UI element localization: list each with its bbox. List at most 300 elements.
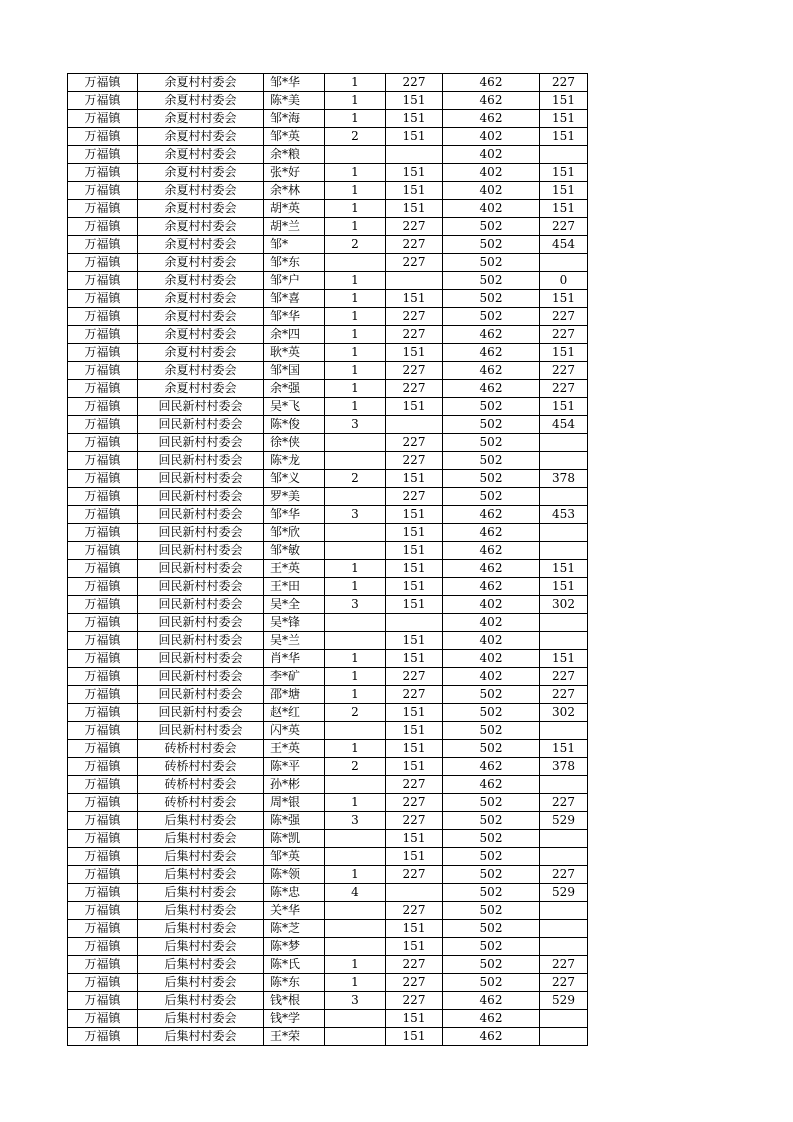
village-committee-cell: 余夏村村委会: [138, 110, 264, 128]
amount-b-cell: 402: [443, 146, 540, 164]
town-cell: 万福镇: [68, 218, 138, 236]
count-cell: 1: [325, 344, 386, 362]
name-cell: 赵*红: [264, 704, 325, 722]
total-cell: 0: [540, 272, 588, 290]
count-cell: [325, 1028, 386, 1046]
total-cell: [540, 830, 588, 848]
amount-a-cell: 151: [386, 920, 443, 938]
count-cell: [325, 614, 386, 632]
count-cell: [325, 722, 386, 740]
total-cell: [540, 938, 588, 956]
village-committee-cell: 余夏村村委会: [138, 362, 264, 380]
town-cell: 万福镇: [68, 992, 138, 1010]
town-cell: 万福镇: [68, 470, 138, 488]
count-cell: 1: [325, 92, 386, 110]
table-row: [68, 1010, 588, 1028]
count-cell: [325, 848, 386, 866]
table-row: [68, 164, 588, 182]
amount-b-cell: 462: [443, 92, 540, 110]
table-row: [68, 560, 588, 578]
total-cell: 151: [540, 578, 588, 596]
name-cell: 吴*全: [264, 596, 325, 614]
table-row: [68, 668, 588, 686]
village-committee-cell: 回民新村村委会: [138, 524, 264, 542]
town-cell: 万福镇: [68, 794, 138, 812]
name-cell: 胡*英: [264, 200, 325, 218]
total-cell: 302: [540, 704, 588, 722]
village-committee-cell: 砖桥村村委会: [138, 794, 264, 812]
total-cell: 302: [540, 596, 588, 614]
name-cell: 余*林: [264, 182, 325, 200]
village-committee-cell: 后集村村委会: [138, 1028, 264, 1046]
name-cell: 吴*兰: [264, 632, 325, 650]
village-committee-cell: 回民新村村委会: [138, 416, 264, 434]
town-cell: 万福镇: [68, 200, 138, 218]
town-cell: 万福镇: [68, 506, 138, 524]
total-cell: 227: [540, 686, 588, 704]
name-cell: 陈*梦: [264, 938, 325, 956]
village-committee-cell: 余夏村村委会: [138, 254, 264, 272]
amount-b-cell: 462: [443, 524, 540, 542]
amount-a-cell: [386, 146, 443, 164]
amount-b-cell: 502: [443, 920, 540, 938]
name-cell: 吴*飞: [264, 398, 325, 416]
table-row: [68, 758, 588, 776]
amount-b-cell: 402: [443, 650, 540, 668]
count-cell: 1: [325, 200, 386, 218]
name-cell: 陈*强: [264, 812, 325, 830]
total-cell: 151: [540, 290, 588, 308]
count-cell: [325, 920, 386, 938]
name-cell: 陈*芝: [264, 920, 325, 938]
name-cell: 吴*锋: [264, 614, 325, 632]
amount-b-cell: 502: [443, 830, 540, 848]
name-cell: 陈*领: [264, 866, 325, 884]
total-cell: 151: [540, 182, 588, 200]
count-cell: 1: [325, 398, 386, 416]
village-committee-cell: 余夏村村委会: [138, 74, 264, 92]
table-row: [68, 254, 588, 272]
total-cell: [540, 902, 588, 920]
village-committee-cell: 后集村村委会: [138, 848, 264, 866]
town-cell: 万福镇: [68, 488, 138, 506]
total-cell: [540, 146, 588, 164]
amount-b-cell: 462: [443, 758, 540, 776]
count-cell: 1: [325, 380, 386, 398]
count-cell: 1: [325, 650, 386, 668]
amount-a-cell: 151: [386, 542, 443, 560]
town-cell: 万福镇: [68, 434, 138, 452]
table-row: [68, 1028, 588, 1046]
amount-b-cell: 502: [443, 290, 540, 308]
town-cell: 万福镇: [68, 452, 138, 470]
name-cell: 余*强: [264, 380, 325, 398]
amount-a-cell: 151: [386, 200, 443, 218]
table-row: [68, 578, 588, 596]
total-cell: [540, 722, 588, 740]
town-cell: 万福镇: [68, 704, 138, 722]
town-cell: 万福镇: [68, 290, 138, 308]
amount-a-cell: 151: [386, 110, 443, 128]
village-committee-cell: 砖桥村村委会: [138, 776, 264, 794]
amount-b-cell: 502: [443, 434, 540, 452]
village-committee-cell: 余夏村村委会: [138, 92, 264, 110]
amount-a-cell: 151: [386, 578, 443, 596]
town-cell: 万福镇: [68, 920, 138, 938]
town-cell: 万福镇: [68, 182, 138, 200]
name-cell: 邹*华: [264, 74, 325, 92]
total-cell: 227: [540, 326, 588, 344]
name-cell: 陈*平: [264, 758, 325, 776]
village-committee-cell: 回民新村村委会: [138, 596, 264, 614]
amount-a-cell: 151: [386, 560, 443, 578]
village-committee-cell: 回民新村村委会: [138, 506, 264, 524]
table-row: [68, 920, 588, 938]
amount-b-cell: 502: [443, 488, 540, 506]
amount-a-cell: 151: [386, 524, 443, 542]
amount-b-cell: 462: [443, 1028, 540, 1046]
total-cell: [540, 848, 588, 866]
amount-a-cell: 227: [386, 218, 443, 236]
count-cell: 1: [325, 956, 386, 974]
town-cell: 万福镇: [68, 776, 138, 794]
table-row: [68, 128, 588, 146]
count-cell: 3: [325, 812, 386, 830]
town-cell: 万福镇: [68, 632, 138, 650]
amount-a-cell: 227: [386, 974, 443, 992]
total-cell: 151: [540, 92, 588, 110]
name-cell: 余*四: [264, 326, 325, 344]
table-row: [68, 650, 588, 668]
table-row: [68, 92, 588, 110]
amount-b-cell: 502: [443, 902, 540, 920]
town-cell: 万福镇: [68, 596, 138, 614]
table-row: [68, 884, 588, 902]
table-row: [68, 632, 588, 650]
village-committee-cell: 余夏村村委会: [138, 200, 264, 218]
name-cell: 邹*喜: [264, 290, 325, 308]
town-cell: 万福镇: [68, 524, 138, 542]
village-committee-cell: 回民新村村委会: [138, 578, 264, 596]
amount-a-cell: 151: [386, 506, 443, 524]
total-cell: [540, 524, 588, 542]
count-cell: [325, 632, 386, 650]
total-cell: 151: [540, 740, 588, 758]
village-committee-cell: 余夏村村委会: [138, 164, 264, 182]
total-cell: [540, 1028, 588, 1046]
count-cell: 2: [325, 704, 386, 722]
name-cell: 王*英: [264, 740, 325, 758]
table-row: [68, 326, 588, 344]
village-committee-cell: 砖桥村村委会: [138, 758, 264, 776]
amount-a-cell: 227: [386, 236, 443, 254]
village-committee-cell: 余夏村村委会: [138, 272, 264, 290]
total-cell: 151: [540, 110, 588, 128]
total-cell: 378: [540, 758, 588, 776]
town-cell: 万福镇: [68, 398, 138, 416]
village-committee-cell: 回民新村村委会: [138, 686, 264, 704]
count-cell: 1: [325, 578, 386, 596]
village-committee-cell: 余夏村村委会: [138, 182, 264, 200]
total-cell: 529: [540, 884, 588, 902]
table-row: [68, 830, 588, 848]
town-cell: 万福镇: [68, 146, 138, 164]
village-committee-cell: 后集村村委会: [138, 830, 264, 848]
total-cell: 454: [540, 236, 588, 254]
table-row: [68, 740, 588, 758]
amount-a-cell: 151: [386, 650, 443, 668]
village-committee-cell: 后集村村委会: [138, 866, 264, 884]
amount-a-cell: 227: [386, 686, 443, 704]
amount-b-cell: 502: [443, 704, 540, 722]
table-row: [68, 236, 588, 254]
amount-b-cell: 502: [443, 740, 540, 758]
amount-b-cell: 462: [443, 326, 540, 344]
table-row: [68, 848, 588, 866]
town-cell: 万福镇: [68, 416, 138, 434]
amount-a-cell: 151: [386, 398, 443, 416]
amount-a-cell: 227: [386, 812, 443, 830]
table-row: [68, 200, 588, 218]
total-cell: 151: [540, 560, 588, 578]
count-cell: 1: [325, 794, 386, 812]
total-cell: 227: [540, 380, 588, 398]
name-cell: 陈*忠: [264, 884, 325, 902]
name-cell: 邵*塘: [264, 686, 325, 704]
village-committee-cell: 后集村村委会: [138, 884, 264, 902]
count-cell: [325, 254, 386, 272]
table-row: [68, 938, 588, 956]
town-cell: 万福镇: [68, 1028, 138, 1046]
name-cell: 王*荣: [264, 1028, 325, 1046]
table-row: [68, 308, 588, 326]
amount-a-cell: 227: [386, 902, 443, 920]
village-committee-cell: 后集村村委会: [138, 902, 264, 920]
amount-b-cell: 502: [443, 470, 540, 488]
total-cell: [540, 1010, 588, 1028]
amount-a-cell: [386, 614, 443, 632]
amount-b-cell: 402: [443, 182, 540, 200]
amount-a-cell: 151: [386, 938, 443, 956]
count-cell: 1: [325, 218, 386, 236]
total-cell: [540, 776, 588, 794]
total-cell: 227: [540, 218, 588, 236]
name-cell: 孙*彬: [264, 776, 325, 794]
count-cell: [325, 776, 386, 794]
amount-b-cell: 502: [443, 866, 540, 884]
village-committee-cell: 后集村村委会: [138, 992, 264, 1010]
village-committee-cell: 砖桥村村委会: [138, 740, 264, 758]
amount-b-cell: 462: [443, 344, 540, 362]
count-cell: 3: [325, 506, 386, 524]
amount-b-cell: 402: [443, 632, 540, 650]
amount-b-cell: 502: [443, 974, 540, 992]
total-cell: 227: [540, 668, 588, 686]
name-cell: 张*好: [264, 164, 325, 182]
town-cell: 万福镇: [68, 902, 138, 920]
town-cell: 万福镇: [68, 650, 138, 668]
table-row: [68, 542, 588, 560]
name-cell: 耿*英: [264, 344, 325, 362]
village-committee-cell: 余夏村村委会: [138, 308, 264, 326]
amount-b-cell: 402: [443, 614, 540, 632]
table-row: [68, 146, 588, 164]
name-cell: 陈*美: [264, 92, 325, 110]
town-cell: 万福镇: [68, 884, 138, 902]
total-cell: 227: [540, 74, 588, 92]
village-committee-cell: 余夏村村委会: [138, 290, 264, 308]
amount-b-cell: 502: [443, 398, 540, 416]
table-row: [68, 776, 588, 794]
name-cell: 邹*敏: [264, 542, 325, 560]
amount-b-cell: 502: [443, 884, 540, 902]
town-cell: 万福镇: [68, 92, 138, 110]
town-cell: 万福镇: [68, 866, 138, 884]
count-cell: 1: [325, 272, 386, 290]
amount-a-cell: [386, 884, 443, 902]
count-cell: 1: [325, 326, 386, 344]
total-cell: 151: [540, 200, 588, 218]
town-cell: 万福镇: [68, 848, 138, 866]
name-cell: 关*华: [264, 902, 325, 920]
amount-a-cell: 227: [386, 776, 443, 794]
town-cell: 万福镇: [68, 974, 138, 992]
town-cell: 万福镇: [68, 668, 138, 686]
table-row: [68, 434, 588, 452]
amount-a-cell: 151: [386, 830, 443, 848]
amount-b-cell: 402: [443, 668, 540, 686]
table-row: [68, 956, 588, 974]
count-cell: 3: [325, 416, 386, 434]
village-committee-cell: 回民新村村委会: [138, 668, 264, 686]
count-cell: [325, 452, 386, 470]
amount-a-cell: 151: [386, 740, 443, 758]
village-committee-cell: 后集村村委会: [138, 920, 264, 938]
amount-a-cell: 151: [386, 704, 443, 722]
name-cell: 邹*华: [264, 308, 325, 326]
town-cell: 万福镇: [68, 740, 138, 758]
amount-b-cell: 502: [443, 812, 540, 830]
town-cell: 万福镇: [68, 560, 138, 578]
table-row: [68, 506, 588, 524]
count-cell: [325, 902, 386, 920]
amount-b-cell: 462: [443, 1010, 540, 1028]
town-cell: 万福镇: [68, 362, 138, 380]
town-cell: 万福镇: [68, 812, 138, 830]
amount-a-cell: 151: [386, 1010, 443, 1028]
amount-a-cell: 227: [386, 452, 443, 470]
name-cell: 陈*龙: [264, 452, 325, 470]
name-cell: 陈*俊: [264, 416, 325, 434]
count-cell: 1: [325, 686, 386, 704]
count-cell: 2: [325, 470, 386, 488]
name-cell: 邹*华: [264, 506, 325, 524]
town-cell: 万福镇: [68, 380, 138, 398]
count-cell: 1: [325, 182, 386, 200]
town-cell: 万福镇: [68, 758, 138, 776]
total-cell: 529: [540, 992, 588, 1010]
name-cell: 肖*华: [264, 650, 325, 668]
amount-a-cell: 227: [386, 956, 443, 974]
total-cell: [540, 434, 588, 452]
amount-b-cell: 502: [443, 938, 540, 956]
village-committee-cell: 回民新村村委会: [138, 632, 264, 650]
name-cell: 陈*凯: [264, 830, 325, 848]
count-cell: 1: [325, 560, 386, 578]
amount-b-cell: 502: [443, 272, 540, 290]
table-row: [68, 416, 588, 434]
amount-a-cell: 151: [386, 596, 443, 614]
amount-b-cell: 462: [443, 506, 540, 524]
village-committee-cell: 回民新村村委会: [138, 470, 264, 488]
town-cell: 万福镇: [68, 956, 138, 974]
village-committee-cell: 回民新村村委会: [138, 398, 264, 416]
count-cell: 1: [325, 74, 386, 92]
name-cell: 罗*美: [264, 488, 325, 506]
table-row: [68, 524, 588, 542]
amount-b-cell: 502: [443, 686, 540, 704]
amount-a-cell: 151: [386, 470, 443, 488]
total-cell: [540, 452, 588, 470]
town-cell: 万福镇: [68, 308, 138, 326]
name-cell: 邹*欣: [264, 524, 325, 542]
village-committee-cell: 余夏村村委会: [138, 128, 264, 146]
total-cell: [540, 488, 588, 506]
count-cell: 1: [325, 308, 386, 326]
village-committee-cell: 余夏村村委会: [138, 218, 264, 236]
amount-b-cell: 462: [443, 992, 540, 1010]
town-cell: 万福镇: [68, 830, 138, 848]
amount-a-cell: 151: [386, 848, 443, 866]
count-cell: 1: [325, 110, 386, 128]
name-cell: 邹*英: [264, 128, 325, 146]
amount-a-cell: 151: [386, 758, 443, 776]
amount-a-cell: 151: [386, 164, 443, 182]
amount-b-cell: 462: [443, 776, 540, 794]
total-cell: 227: [540, 308, 588, 326]
amount-b-cell: 462: [443, 74, 540, 92]
count-cell: 1: [325, 362, 386, 380]
total-cell: 529: [540, 812, 588, 830]
amount-b-cell: 502: [443, 236, 540, 254]
count-cell: [325, 1010, 386, 1028]
town-cell: 万福镇: [68, 542, 138, 560]
table-row: [68, 974, 588, 992]
count-cell: 2: [325, 236, 386, 254]
amount-a-cell: [386, 272, 443, 290]
total-cell: 378: [540, 470, 588, 488]
amount-b-cell: 502: [443, 218, 540, 236]
town-cell: 万福镇: [68, 272, 138, 290]
count-cell: [325, 524, 386, 542]
count-cell: 4: [325, 884, 386, 902]
town-cell: 万福镇: [68, 578, 138, 596]
amount-a-cell: 151: [386, 632, 443, 650]
total-cell: 151: [540, 164, 588, 182]
total-cell: 227: [540, 866, 588, 884]
amount-a-cell: 227: [386, 668, 443, 686]
total-cell: [540, 632, 588, 650]
amount-a-cell: 151: [386, 182, 443, 200]
amount-a-cell: 227: [386, 326, 443, 344]
table-row: [68, 794, 588, 812]
amount-a-cell: 227: [386, 866, 443, 884]
table-row: [68, 686, 588, 704]
total-cell: 151: [540, 650, 588, 668]
table-row: [68, 182, 588, 200]
village-committee-cell: 余夏村村委会: [138, 380, 264, 398]
name-cell: 李*矿: [264, 668, 325, 686]
